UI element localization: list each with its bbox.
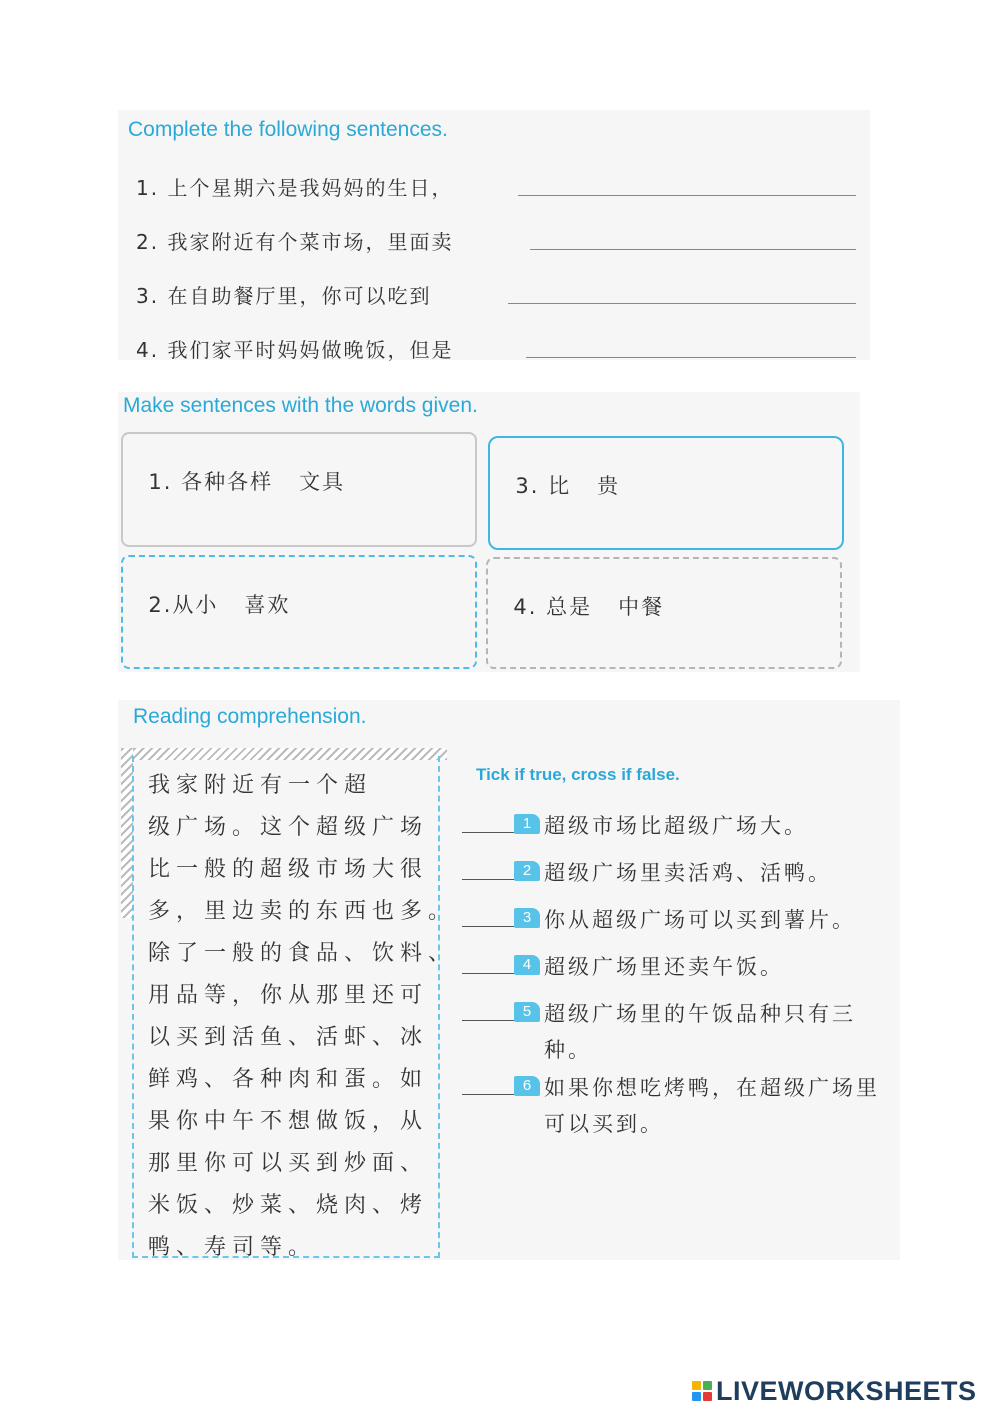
statement-1-text: 超级市场比超级广场大。 — [544, 814, 808, 838]
liveworksheets-logo[interactable] — [692, 1374, 977, 1408]
word-box-3[interactable] — [488, 436, 844, 550]
sentence-3-answer-field[interactable] — [508, 302, 856, 304]
statement-2-answer-field[interactable] — [462, 879, 514, 880]
statement-5-text: 超级广场里的午饭品种只有三种。 — [544, 1002, 856, 1062]
passage-line: 以买到活鱼、活虾、冰 — [148, 1025, 429, 1050]
word-box-3-prompt: 3. 比 贵 — [515, 474, 621, 498]
statement-4-answer-field[interactable] — [462, 973, 514, 974]
statement-6-answer-field[interactable] — [462, 1094, 514, 1095]
tick-instructions: Tick if true, cross if false. — [476, 765, 680, 784]
statement-6-text: 如果你想吃烤鸭，在超级广场里可以买到。 — [544, 1076, 880, 1136]
statement-2-number-badge: 2 — [514, 861, 540, 881]
word-box-2[interactable] — [121, 555, 477, 669]
passage-line: 除了一般的食品、饮料、 — [148, 941, 457, 966]
word-box-4-prompt: 4. 总是 中餐 — [513, 595, 665, 619]
statement-4-number-badge: 4 — [514, 955, 540, 975]
statement-3-answer-field[interactable] — [462, 926, 514, 927]
passage-line: 我家附近有一个超 — [148, 773, 373, 798]
statement-1-answer-field[interactable] — [462, 832, 514, 833]
word-box-1[interactable] — [121, 432, 477, 547]
sentence-2-answer-field[interactable] — [530, 248, 856, 250]
statement-2-text: 超级广场里卖活鸡、活鸭。 — [544, 861, 832, 885]
liveworksheets-logo-icon — [692, 1381, 712, 1401]
passage-line: 鸭、寿司等。 — [148, 1235, 317, 1260]
passage-line: 那里你可以买到炒面、 — [148, 1151, 429, 1176]
word-box-1-prompt: 1. 各种各样 文具 — [148, 470, 346, 494]
liveworksheets-logo-text: LIVEWORKSHEETS — [716, 1375, 977, 1406]
sentence-1-answer-field[interactable] — [518, 194, 856, 196]
sentence-4: 4. 我们家平时妈妈做晚饭，但是 — [136, 338, 454, 362]
statement-5-number-badge: 5 — [514, 1002, 540, 1022]
sentence-2: 2. 我家附近有个菜市场，里面卖 — [136, 230, 454, 254]
passage-line: 果你中午不想做饭，从 — [148, 1109, 429, 1134]
passage-line: 比一般的超级市场大很 — [148, 857, 429, 882]
passage-line: 米饭、炒菜、烧肉、烤 — [148, 1193, 429, 1218]
statement-1-number-badge: 1 — [514, 814, 540, 834]
statement-5-answer-field[interactable] — [462, 1020, 514, 1021]
passage-line: 鲜鸡、各种肉和蛋。如 — [148, 1067, 429, 1092]
section2-heading: Make sentences with the words given. — [123, 394, 478, 417]
section1-heading: Complete the following sentences. — [128, 118, 448, 141]
sentence-1: 1. 上个星期六是我妈妈的生日， — [136, 176, 454, 200]
word-box-2-prompt: 2.从小 喜欢 — [148, 593, 291, 617]
passage-line: 多，里边卖的东西也多。 — [148, 899, 457, 924]
statement-4-text: 超级广场里还卖午饭。 — [544, 955, 784, 979]
passage-line: 级广场。这个超级广场 — [148, 815, 429, 840]
passage-line: 用品等，你从那里还可 — [148, 983, 429, 1008]
statement-3-text: 你从超级广场可以买到薯片。 — [544, 908, 856, 932]
sentence-3: 3. 在自助餐厅里，你可以吃到 — [136, 284, 432, 308]
statement-6-number-badge: 6 — [514, 1076, 540, 1096]
sentence-4-answer-field[interactable] — [526, 356, 856, 358]
statement-3-number-badge: 3 — [514, 908, 540, 928]
section3-heading: Reading comprehension. — [133, 705, 367, 728]
word-box-4[interactable] — [486, 557, 842, 669]
